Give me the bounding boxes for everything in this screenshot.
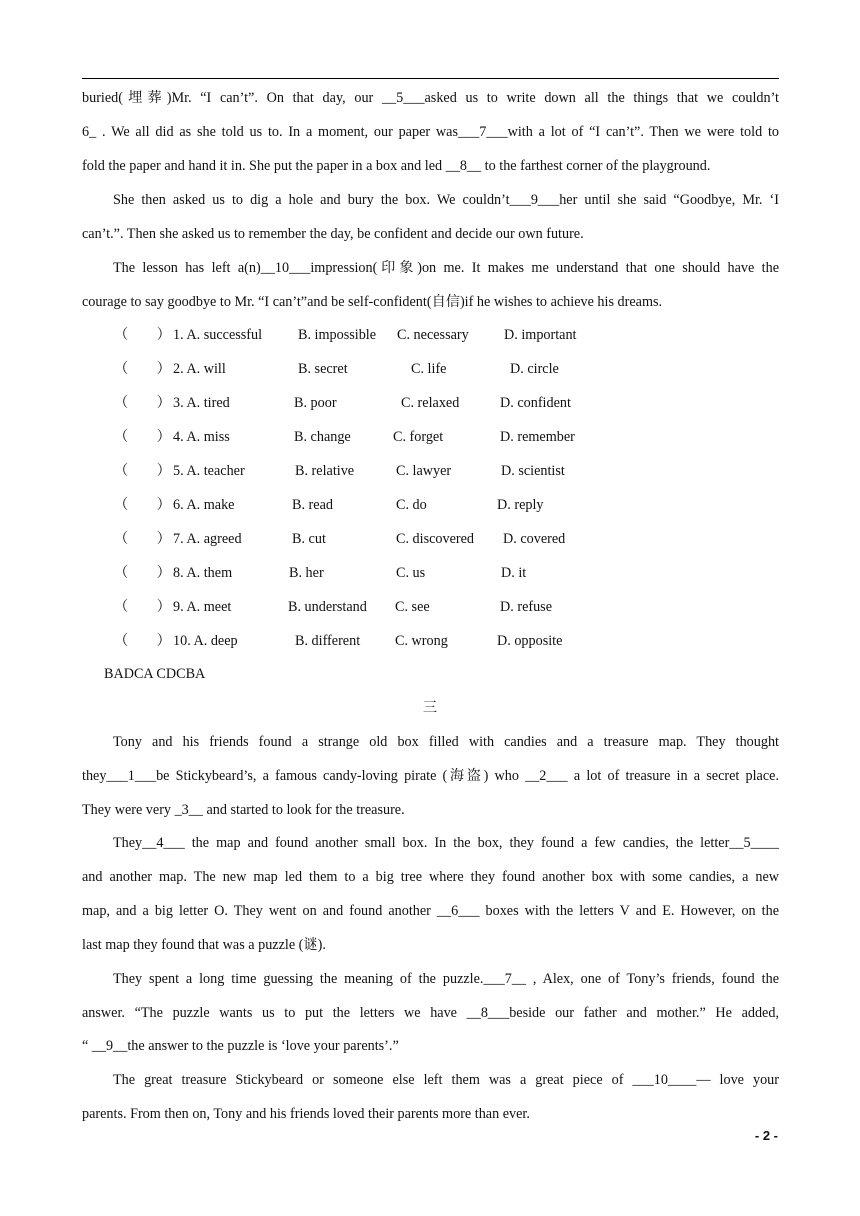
option-c: C. relaxed bbox=[401, 395, 460, 411]
option-b: B. understand bbox=[288, 599, 367, 615]
option-b: B. secret bbox=[298, 361, 348, 377]
answer-bracket: （ ） bbox=[114, 429, 171, 445]
passage-line: 6_ . We all did as she told us to. In a moment, our paper was___7___with a lot of “I can’t”. Then we were told to bbox=[82, 124, 779, 140]
passage-line: Tony and his friends found a strange old box filled with candies and a treasure map. They thought bbox=[113, 734, 779, 750]
passage-line: last map they found that was a puzzle (谜). bbox=[82, 937, 326, 953]
header-rule bbox=[82, 78, 779, 79]
option-c: C. us bbox=[396, 565, 426, 581]
option-d: D. scientist bbox=[501, 463, 565, 479]
section-heading: 三 bbox=[422, 700, 438, 716]
option-c: C. discovered bbox=[396, 531, 475, 547]
option-b: B. cut bbox=[292, 531, 326, 547]
passage-line: They spent a long time guessing the meaning of the puzzle.___7__ , Alex, one of Tony’s friends, found the bbox=[113, 971, 779, 987]
option-d: D. refuse bbox=[500, 599, 552, 615]
passage-line: can’t.”. Then she asked us to remember the day, be confident and decide our own future. bbox=[82, 226, 584, 242]
option-d: D. confident bbox=[500, 395, 571, 411]
passage-line: They__4___ the map and found another small box. In the box, they found a few candies, the letter__5____ bbox=[113, 835, 779, 851]
option-a: 7. A. agreed bbox=[173, 531, 242, 547]
option-d: D. important bbox=[504, 327, 577, 343]
option-a: 4. A. miss bbox=[173, 429, 230, 445]
option-a: 5. A. teacher bbox=[173, 463, 245, 479]
option-b: B. read bbox=[292, 497, 333, 513]
option-a: 9. A. meet bbox=[173, 599, 232, 615]
passage-line: answer. “The puzzle wants us to put the letters we have __8___beside our father and mother.” He added, bbox=[82, 1005, 779, 1021]
passage-line: courage to say goodbye to Mr. “I can’t”and be self-confident(自信)if he wishes to achieve his dreams. bbox=[82, 294, 663, 310]
option-d: D. it bbox=[501, 565, 527, 581]
answer-bracket: （ ） bbox=[114, 361, 171, 377]
option-c: C. lawyer bbox=[396, 463, 452, 479]
option-a: 3. A. tired bbox=[173, 395, 230, 411]
page-number: - 2 - bbox=[754, 1128, 778, 1143]
answer-bracket: （ ） bbox=[114, 599, 171, 615]
option-d: D. covered bbox=[503, 531, 566, 547]
passage-line: they___1___be Stickybeard’s, a famous candy-loving pirate (海盗) who __2___ a lot of treasure in a secret place. bbox=[82, 768, 779, 784]
passage-line: She then asked us to dig a hole and bury the box. We couldn’t___9___her until she said “Goodbye, Mr. ‘I bbox=[113, 192, 779, 208]
answer-bracket: （ ） bbox=[114, 497, 171, 513]
option-a: 10. A. deep bbox=[173, 633, 238, 649]
passage-line: “ __9__the answer to the puzzle is ‘love your parents’.” bbox=[82, 1038, 399, 1054]
option-d: D. reply bbox=[497, 497, 544, 513]
option-d: D. circle bbox=[510, 361, 559, 377]
answer-bracket: （ ） bbox=[114, 633, 171, 649]
passage-line: The lesson has left a(n)__10___impression(印象)on me. It makes me understand that one should have the bbox=[113, 260, 779, 276]
option-d: D. remember bbox=[500, 429, 575, 445]
option-b: B. change bbox=[294, 429, 351, 445]
answer-bracket: （ ） bbox=[114, 463, 171, 479]
option-b: B. relative bbox=[295, 463, 355, 479]
passage-line: map, and a big letter O. They went on and found another __6___ boxes with the letters V and E. However, on the bbox=[82, 903, 779, 919]
option-b: B. different bbox=[295, 633, 361, 649]
option-c: C. necessary bbox=[397, 327, 469, 343]
option-a: 1. A. successful bbox=[173, 327, 263, 343]
option-d: D. opposite bbox=[497, 633, 563, 649]
option-a: 2. A. will bbox=[173, 361, 226, 377]
option-c: C. wrong bbox=[395, 633, 448, 649]
passage-line: and another map. The new map led them to a big tree where they found another box with some candies, a new bbox=[82, 869, 779, 885]
passage-line: The great treasure Stickybeard or someone else left them was a great piece of ___10____— love your bbox=[113, 1072, 779, 1088]
answer-key: BADCA CDCBA bbox=[104, 666, 206, 682]
option-a: 6. A. make bbox=[173, 497, 235, 513]
option-c: C. do bbox=[396, 497, 427, 513]
option-c: C. life bbox=[411, 361, 447, 377]
answer-bracket: （ ） bbox=[114, 565, 171, 581]
passage-line: parents. From then on, Tony and his friends loved their parents more than ever. bbox=[82, 1106, 530, 1122]
passage-line: buried(埋葬)Mr. “I can’t”. On that day, our __5___asked us to write down all the things that we couldn’t bbox=[82, 90, 779, 106]
answer-bracket: （ ） bbox=[114, 531, 171, 547]
passage-line: They were very _3__ and started to look for the treasure. bbox=[82, 802, 405, 818]
passage-line: fold the paper and hand it in. She put the paper in a box and led __8__ to the farthest corner of the playground. bbox=[82, 158, 711, 174]
option-b: B. poor bbox=[294, 395, 337, 411]
option-b: B. impossible bbox=[298, 327, 377, 343]
answer-bracket: （ ） bbox=[114, 395, 171, 411]
answer-bracket: （ ） bbox=[114, 327, 171, 343]
option-c: C. see bbox=[395, 599, 430, 615]
option-a: 8. A. them bbox=[173, 565, 233, 581]
option-c: C. forget bbox=[393, 429, 444, 445]
option-b: B. her bbox=[289, 565, 324, 581]
